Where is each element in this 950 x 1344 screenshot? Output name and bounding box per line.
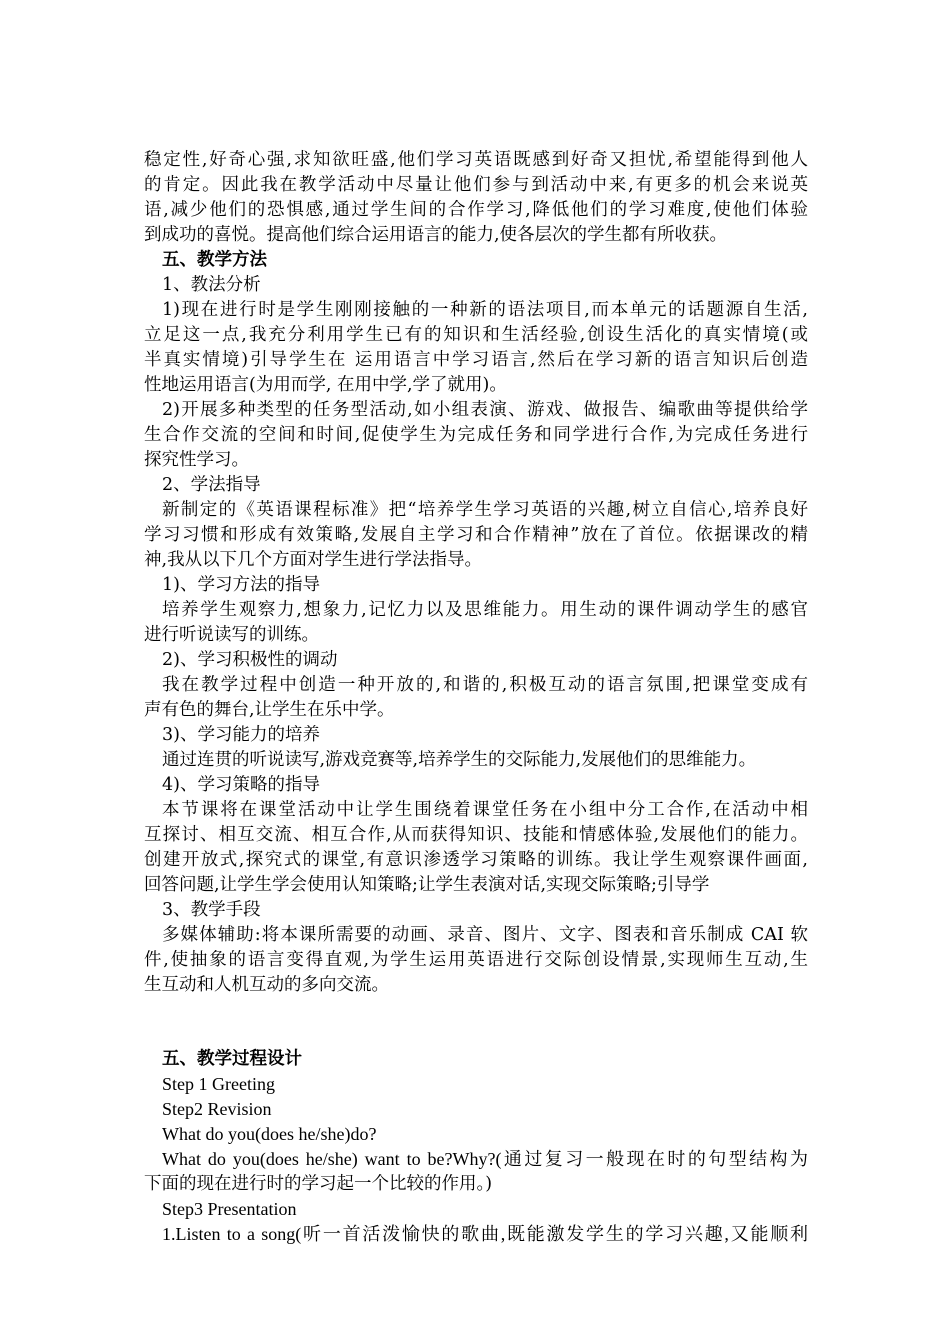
heading-teaching-process: 五、教学过程设计 [162,1049,302,1069]
para-2-4-line-3: 创建开放式,探究式的课堂,有意识渗透学习策略的训练。我让学生观察课件画面, [144,850,808,870]
subheading-strategy: 4)、学习策略的指导 [162,775,320,795]
para-1a-line-4: 性地运用语言(为用而学, 在用中学,学了就用)。 [144,375,507,395]
para-2-4-line-2: 互探讨、相互交流、相互合作,从而获得知识、技能和情感体验,发展他们的能力。 [144,825,808,845]
subheading-ability: 3)、学习能力的培养 [162,725,320,745]
subheading-study-methods: 1)、学习方法的指导 [162,575,320,595]
para-3-line-2: 件,使抽象的语言变得直观,为学生运用英语进行交际创设情景,实现师生互动,生 [144,950,808,970]
intro-line-3: 语,减少他们的恐惧感,通过学生间的合作学习,降低他们的学习难度,使他们体验 [144,200,808,220]
revision-question-2-line-1: What do you(does he/she) want to be?Why?(通过复习一般现在时的句型结构为 [162,1149,808,1169]
para-2-4-line-4: 回答问题,让学生学会使用认知策略;让学生表演对话,实现交际策略;引导学 [144,875,710,895]
para-2-3-line-1: 通过连贯的听说读写,游戏竞赛等,培养学生的交际能力,发展他们的思维能力。 [162,750,757,770]
subheading-study-guidance: 2、学法指导 [162,475,261,495]
intro-line-4: 到成功的喜悦。提高他们综合运用语言的能力,使各层次的学生都有所收获。 [144,225,728,245]
listen-song-line: 1.Listen to a song(听一首活泼愉快的歌曲,既能激发学生的学习兴趣,又能顺利 [162,1224,808,1244]
subheading-teaching-means: 3、教学手段 [162,900,261,920]
para-1a-line-3: 半真实情境)引导学生在 运用语言中学习语言,然后在学习新的语言知识后创造 [144,350,808,370]
para-1a-line-1: 1)现在进行时是学生刚刚接触的一种新的语法项目,而本单元的话题源自生活, [162,300,808,320]
para-1b-line-2: 生合作交流的空间和时间,促使学生为完成任务和同学进行合作,为完成任务进行 [144,425,808,445]
para-2-line-3: 神,我从以下几个方面对学生进行学法指导。 [144,550,483,570]
para-2-4-line-1: 本节课将在课堂活动中让学生围绕着课堂任务在小组中分工合作,在活动中相 [162,800,808,820]
para-2-line-1: 新制定的《英语课程标准》把“培养学生学习英语的兴趣,树立自信心,培养良好 [162,500,808,520]
para-2-2-line-1: 我在教学过程中创造一种开放的,和谐的,积极互动的语言氛围,把课堂变成有 [162,675,808,695]
heading-teaching-methods: 五、教学方法 [162,250,267,270]
para-2-line-2: 学习习惯和形成有效策略,发展自主学习和合作精神”放在了首位。依据课改的精 [144,525,808,545]
intro-line-2: 的肯定。因此我在教学活动中尽量让他们参与到活动中来,有更多的机会来说英 [144,175,808,195]
revision-question-1: What do you(does he/she)do? [162,1124,377,1144]
para-1a-line-2: 立足这一点,我充分利用学生已有的知识和生活经验,创设生活化的真实情境(或 [144,325,808,345]
para-3-line-1: 多媒体辅助:将本课所需要的动画、录音、图片、文字、图表和音乐制成 CAI 软 [162,925,808,945]
step-2-revision: Step2 Revision [162,1099,272,1119]
subheading-teaching-analysis: 1、教法分析 [162,275,261,295]
step-1-greeting: Step 1 Greeting [162,1074,275,1094]
para-2-1-line-1: 培养学生观察力,想象力,记忆力以及思维能力。用生动的课件调动学生的感官 [162,600,808,620]
revision-question-2-line-2: 下面的现在进行时的学习起一个比较的作用。) [144,1174,493,1194]
para-1b-line-3: 探究性学习。 [144,450,249,470]
para-3-line-3: 生互动和人机互动的多向交流。 [144,975,389,995]
step-3-presentation: Step3 Presentation [162,1199,297,1219]
para-2-2-line-2: 声有色的舞台,让学生在乐中学。 [144,700,395,720]
para-1b-line-1: 2)开展多种类型的任务型活动,如小组表演、游戏、做报告、编歌曲等提供给学 [162,400,808,420]
para-2-1-line-2: 进行听说读写的训练。 [144,625,319,645]
intro-line-1: 稳定性,好奇心强,求知欲旺盛,他们学习英语既感到好奇又担忧,希望能得到他人 [144,150,808,170]
subheading-motivation: 2)、学习积极性的调动 [162,650,338,670]
